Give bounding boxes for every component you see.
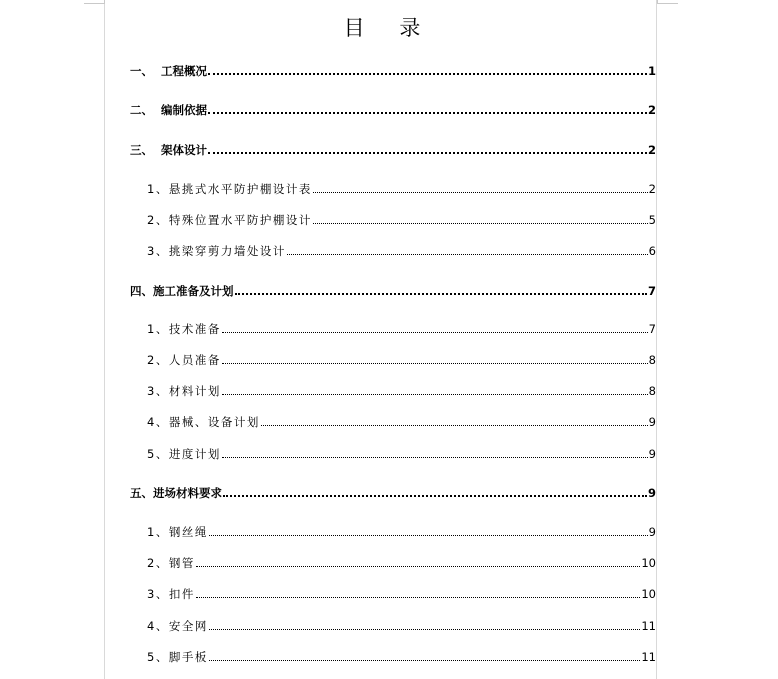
toc-leader-dots <box>209 535 648 536</box>
toc-entry-label: 挑梁穿剪力墙处设计 <box>168 244 286 258</box>
toc-leader-dots <box>222 457 648 458</box>
toc-entry-label: 钢管 <box>168 556 195 570</box>
toc-entry-page: 8 <box>648 353 656 367</box>
toc-entry-number: 3、 <box>147 384 169 398</box>
toc-entry-page: 7 <box>647 284 656 298</box>
toc-entry-page: 9 <box>647 486 656 500</box>
toc-entry-number: 一、 <box>130 64 162 78</box>
toc-leader-dots <box>196 566 641 567</box>
toc-leader-dots <box>313 223 648 224</box>
toc-title: 目 录 <box>343 16 435 40</box>
toc-entry-number: 3、 <box>147 244 169 258</box>
toc-leader-dots <box>287 254 648 255</box>
toc-entry-page: 2 <box>647 143 656 157</box>
toc-leader-dots <box>223 495 647 497</box>
toc-entry-number: 1、 <box>147 525 169 539</box>
toc-entry-page: 6 <box>648 244 656 258</box>
toc-entry-label: 架体设计 <box>161 143 208 157</box>
crop-mark-top-right <box>657 0 678 4</box>
toc-entry-number: 2、 <box>147 213 169 227</box>
toc-entry[interactable] <box>130 62 656 78</box>
toc-leader-dots <box>208 152 647 154</box>
toc-entry-number: 二、 <box>130 103 162 117</box>
toc-subentry[interactable] <box>147 523 656 539</box>
toc-leader-dots <box>235 293 647 295</box>
toc-entry-label: 施工准备及计划 <box>153 284 234 298</box>
page-margin-line-left <box>104 0 105 679</box>
toc-leader-dots <box>209 629 641 630</box>
toc-entry-page: 2 <box>648 182 656 196</box>
toc-leader-dots <box>196 597 641 598</box>
toc-subentry[interactable] <box>147 211 656 227</box>
toc-entry-label: 编制依据 <box>161 103 208 117</box>
toc-entry-label: 进度计划 <box>168 447 221 461</box>
toc-entry-page: 10 <box>641 587 656 601</box>
toc-leader-dots <box>222 394 648 395</box>
toc-entry-page: 7 <box>648 322 656 336</box>
toc-subentry[interactable] <box>147 617 656 633</box>
toc-leader-dots <box>261 425 648 426</box>
toc-entry-page: 10 <box>641 556 656 570</box>
toc-leader-dots <box>208 112 647 114</box>
page-margin-line-right <box>656 0 657 679</box>
toc-entry-number: 2、 <box>147 353 169 367</box>
toc-leader-dots <box>209 660 641 661</box>
toc-entry-page: 11 <box>641 650 656 664</box>
toc-entry-page: 9 <box>648 447 656 461</box>
toc-leader-dots <box>222 363 648 364</box>
toc-entry-number: 1、 <box>147 322 169 336</box>
toc-subentry[interactable] <box>147 413 656 429</box>
toc-entry-number: 5、 <box>147 650 169 664</box>
toc-entry-label: 人员准备 <box>168 353 221 367</box>
toc-entry-number: 1、 <box>147 182 169 196</box>
toc-leader-dots <box>222 332 648 333</box>
toc-entry-label: 进场材料要求 <box>153 486 222 500</box>
toc-entry-number: 五、 <box>130 486 153 500</box>
toc-entry-page: 2 <box>647 103 656 117</box>
toc-subentry[interactable] <box>147 351 656 367</box>
toc-subentry[interactable] <box>147 445 656 461</box>
toc-entry[interactable] <box>130 101 656 117</box>
toc-entry-page: 9 <box>648 525 656 539</box>
toc-entry-number: 3、 <box>147 587 169 601</box>
toc-entry-page: 8 <box>648 384 656 398</box>
toc-subentry[interactable] <box>147 585 656 601</box>
toc-entry[interactable] <box>130 141 656 157</box>
toc-entry-page: 5 <box>648 213 656 227</box>
toc-entry-number: 4、 <box>147 619 169 633</box>
toc-entry[interactable] <box>130 282 656 298</box>
toc-entry-label: 脚手板 <box>168 650 208 664</box>
toc-entry-number: 四、 <box>130 284 153 298</box>
toc-entry-label: 特殊位置水平防护棚设计 <box>168 213 312 227</box>
toc-subentry[interactable] <box>147 242 656 258</box>
toc-entry-number: 2、 <box>147 556 169 570</box>
toc-entry[interactable] <box>130 484 656 500</box>
toc-subentry[interactable] <box>147 554 656 570</box>
toc-entry-label: 扣件 <box>168 587 195 601</box>
toc-entry-page: 1 <box>647 64 656 78</box>
toc-entry-label: 安全网 <box>168 619 208 633</box>
toc-entry-label: 技术准备 <box>168 322 221 336</box>
toc-entry-number: 4、 <box>147 415 169 429</box>
toc-leader-dots <box>208 73 647 75</box>
toc-entry-label: 钢丝绳 <box>168 525 208 539</box>
toc-entry-number: 三、 <box>130 143 162 157</box>
toc-entry-label: 器械、设备计划 <box>168 415 260 429</box>
toc-entry-label: 工程概况 <box>161 64 208 78</box>
toc-entry-label: 材料计划 <box>168 384 221 398</box>
toc-entry-page: 9 <box>648 415 656 429</box>
toc-subentry[interactable] <box>147 180 656 196</box>
toc-leader-dots <box>313 192 648 193</box>
toc-subentry[interactable] <box>147 382 656 398</box>
crop-mark-top-left <box>84 0 105 4</box>
toc-entry-number: 5、 <box>147 447 169 461</box>
toc-subentry[interactable] <box>147 648 656 664</box>
toc-entry-page: 11 <box>641 619 656 633</box>
toc-entry-label: 悬挑式水平防护棚设计表 <box>168 182 312 196</box>
toc-subentry[interactable] <box>147 320 656 336</box>
